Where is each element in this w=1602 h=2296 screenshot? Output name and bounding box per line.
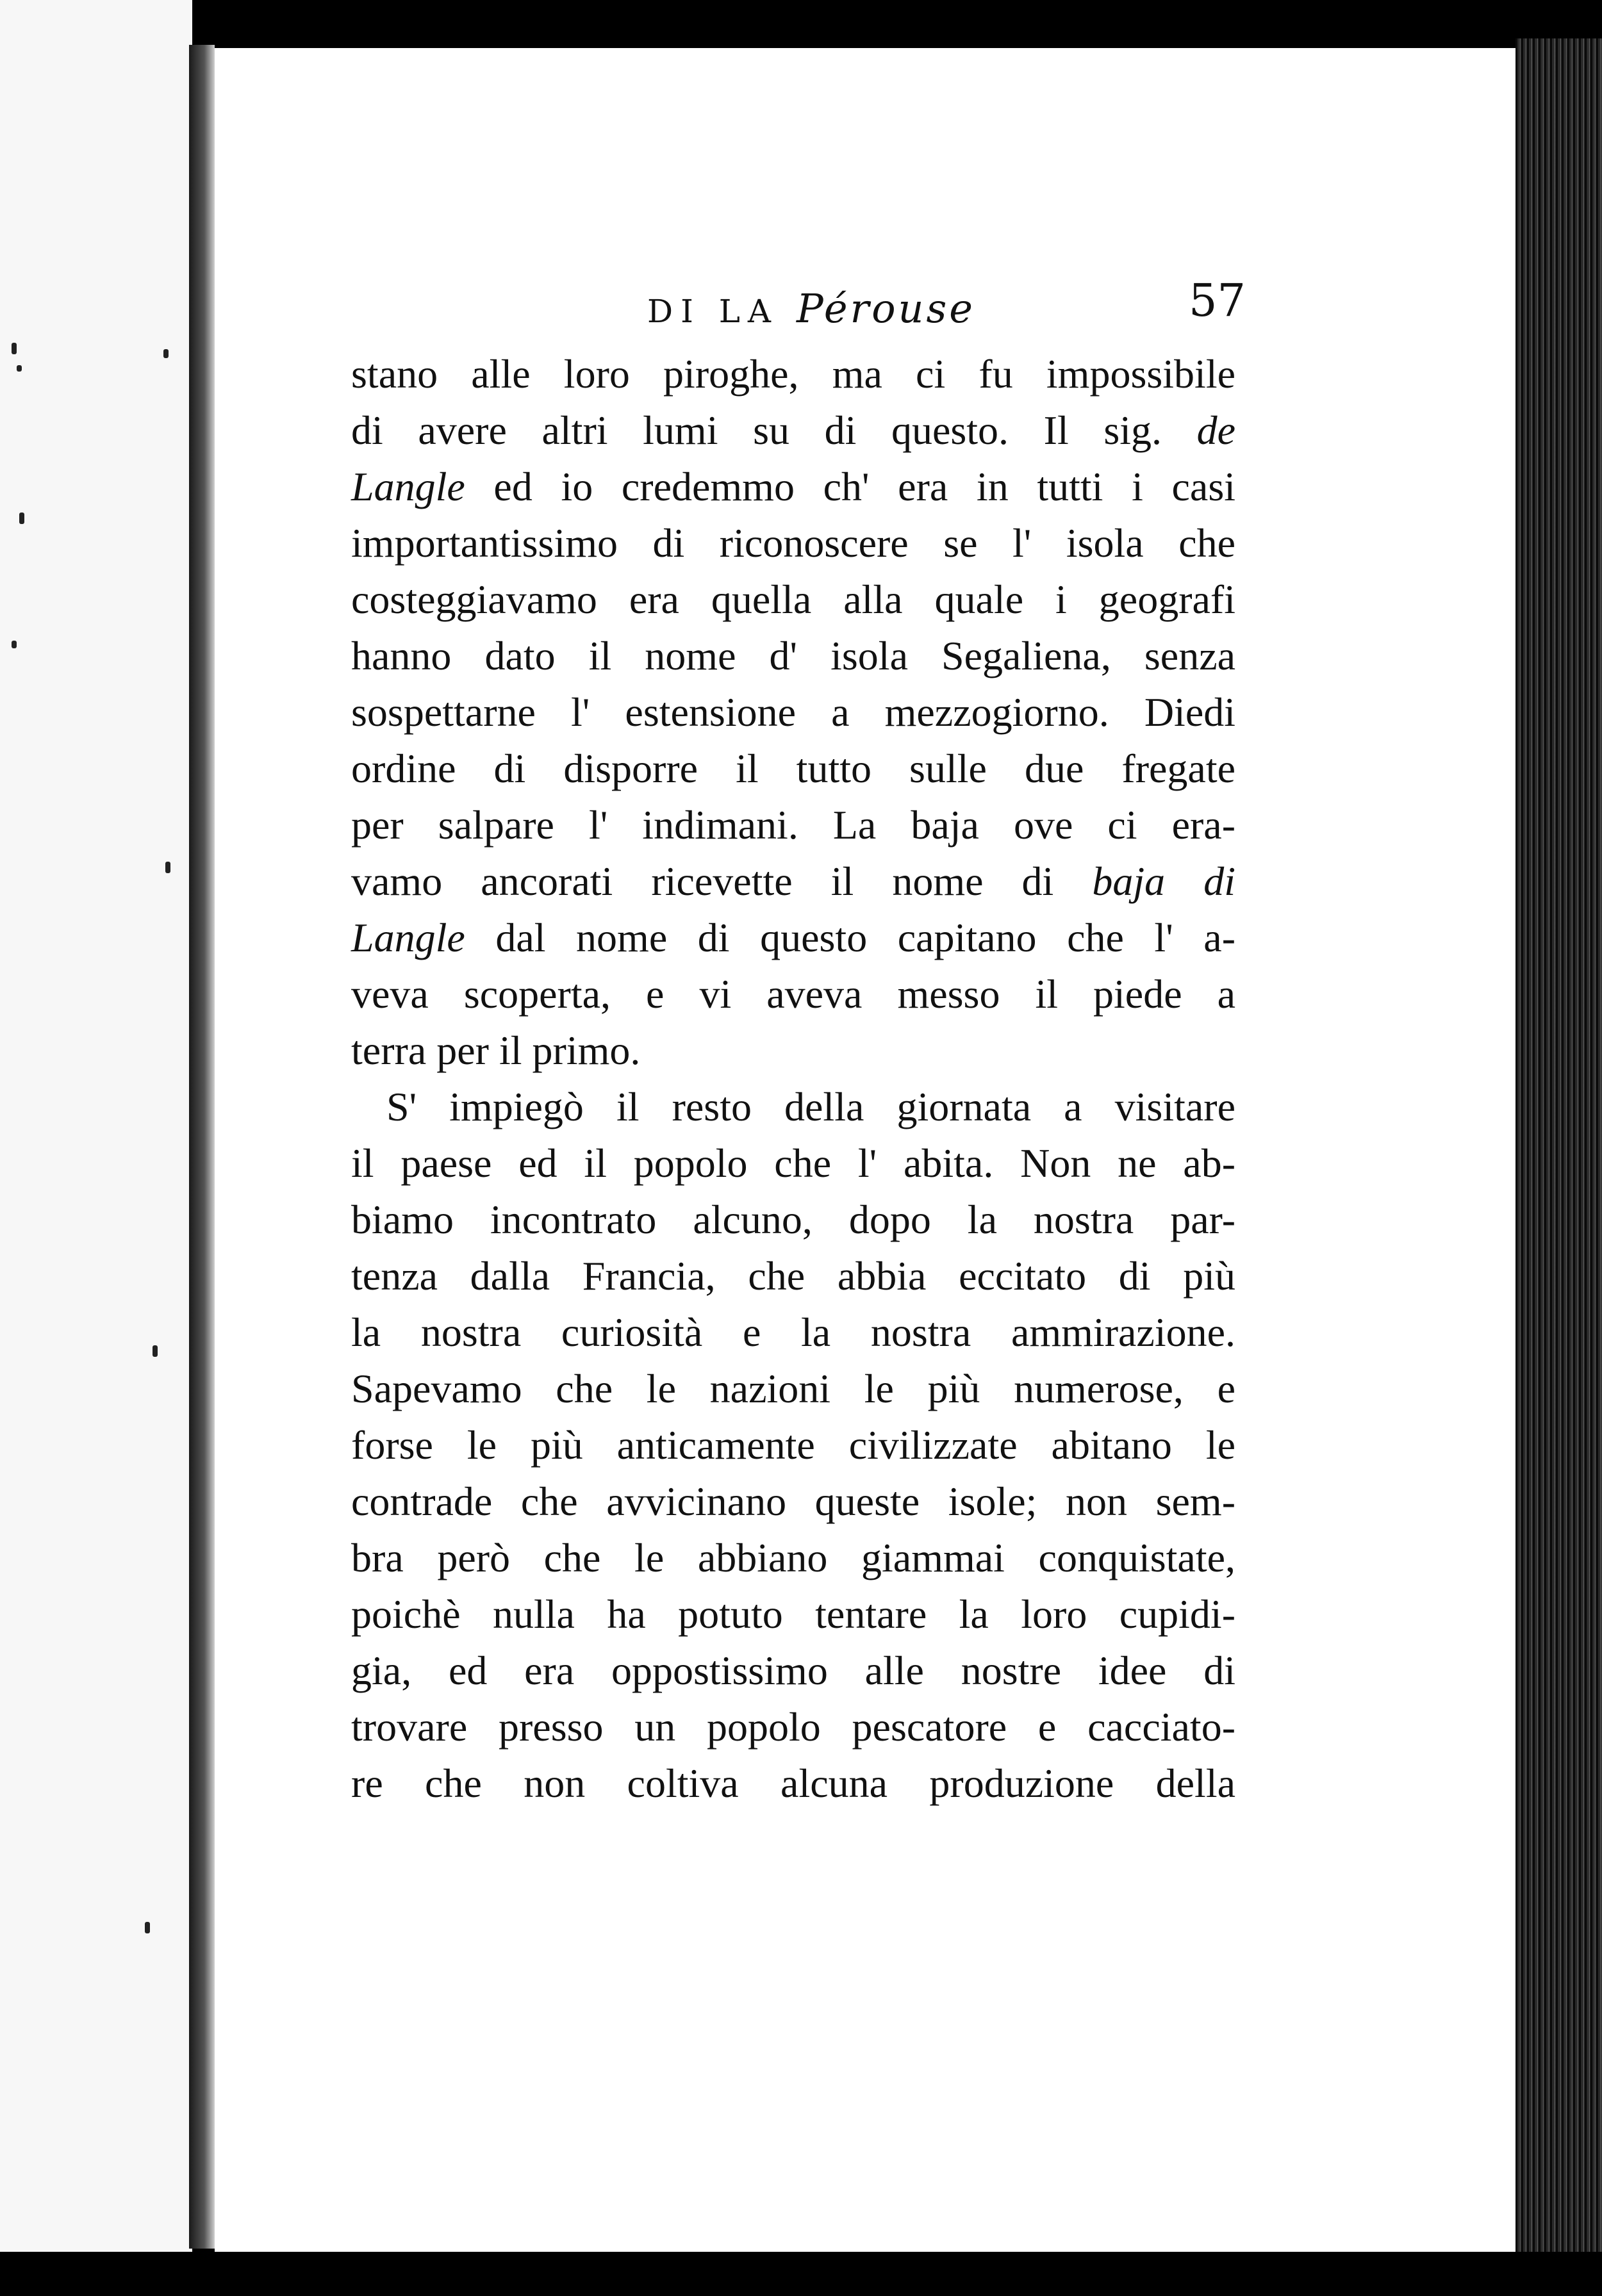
text-line: [351, 1079, 1235, 1135]
text-line: [351, 1192, 1235, 1248]
text-run: bra però che le abbiano giammai conquistate,: [351, 1535, 1235, 1580]
text-line: [351, 1530, 1235, 1586]
text-run: dal nome di questo capitano che l' a-: [465, 915, 1235, 960]
margin-mark: [145, 1922, 150, 1933]
text-run: importantissimo di riconoscere se l' isola che: [351, 520, 1235, 566]
text-line: [351, 1022, 1235, 1079]
text-line: [351, 910, 1235, 966]
text-line: [351, 515, 1235, 571]
margin-mark: [163, 349, 169, 358]
text-run: di avere altri lumi su di questo. Il sig.: [351, 407, 1197, 453]
text-run: ed io credemmo ch' era in tutti i casi: [465, 464, 1235, 509]
text-run: biamo incontrato alcuno, dopo la nostra par-: [351, 1197, 1235, 1242]
margin-mark: [12, 641, 17, 648]
text-run: poichè nulla ha potuto tentare la loro cupidi-: [351, 1591, 1235, 1637]
italic-text-run: Langle: [351, 915, 465, 960]
text-run: la nostra curiosità e la nostra ammirazione.: [351, 1309, 1235, 1355]
text-line: [351, 628, 1235, 684]
text-run: gia, ed era oppostissimo alle nostre idee di: [351, 1648, 1235, 1693]
text-run: contrade che avvicinano queste isole; non sem-: [351, 1479, 1235, 1524]
text-run: per salpare l' indimani. La baja ove ci era-: [351, 802, 1235, 848]
text-run: S' impiegò il resto della giornata a visitare: [386, 1084, 1235, 1129]
margin-mark: [165, 862, 170, 873]
text-line: [351, 684, 1235, 741]
text-run: Sapevamo che le nazioni le più numerose, e: [351, 1366, 1235, 1411]
text-run: vamo ancorati ricevette il nome di: [351, 858, 1093, 904]
margin-mark: [12, 343, 17, 354]
scan-bottom-border: [0, 2252, 1602, 2296]
page-number: 57: [1189, 274, 1246, 327]
running-head: [647, 285, 975, 332]
text-line: [351, 1135, 1235, 1192]
text-line: [351, 571, 1235, 628]
page-gutter: [189, 45, 215, 2249]
page-edges: [1515, 38, 1602, 2261]
italic-text-run: baja di: [1092, 858, 1236, 904]
text-line: [351, 853, 1235, 910]
text-run: terra per il primo.: [351, 1028, 641, 1073]
text-run: veva scoperta, e vi aveva messo il piede a: [351, 971, 1235, 1017]
italic-text-run: Langle: [351, 464, 465, 509]
text-line: [351, 1248, 1235, 1304]
text-line: [351, 1417, 1235, 1473]
text-run: trovare presso un popolo pescatore e cacciato-: [351, 1704, 1235, 1750]
text-line: [351, 1586, 1235, 1643]
margin-mark: [19, 512, 24, 524]
text-line: [351, 402, 1235, 459]
body-text: [351, 346, 1235, 1812]
running-head-prefix: DI LA: [647, 293, 779, 330]
margin-mark: [17, 365, 22, 372]
text-run: re che non coltiva alcuna produzione della: [351, 1760, 1235, 1806]
text-run: forse le più anticamente civilizzate abitano le: [351, 1422, 1235, 1468]
running-head-name: Pérouse: [796, 285, 975, 332]
text-line: [351, 1473, 1235, 1530]
text-run: hanno dato il nome d' isola Segaliena, senza: [351, 633, 1235, 678]
italic-text-run: de: [1196, 407, 1235, 453]
facing-page-margin: [0, 0, 192, 2296]
text-line: [351, 1699, 1235, 1755]
scan-top-border: [0, 0, 1602, 48]
text-line: [351, 797, 1235, 853]
text-line: [351, 346, 1235, 402]
text-line: [351, 741, 1235, 797]
text-run: il paese ed il popolo che l' abita. Non ne ab-: [351, 1140, 1235, 1186]
text-run: costeggiavamo era quella alla quale i geografi: [351, 577, 1235, 622]
text-line: [351, 1304, 1235, 1361]
text-line: [351, 459, 1235, 515]
margin-mark: [153, 1345, 158, 1357]
text-run: tenza dalla Francia, che abbia eccitato di più: [351, 1253, 1235, 1299]
text-line: [351, 1643, 1235, 1699]
text-line: [351, 1755, 1235, 1812]
text-run: ordine di disporre il tutto sulle due fregate: [351, 746, 1235, 791]
text-line: [351, 966, 1235, 1022]
text-line: [351, 1361, 1235, 1417]
text-run: stano alle loro piroghe, ma ci fu impossibile: [351, 351, 1235, 397]
text-run: sospettarne l' estensione a mezzogiorno. Diedi: [351, 689, 1235, 735]
